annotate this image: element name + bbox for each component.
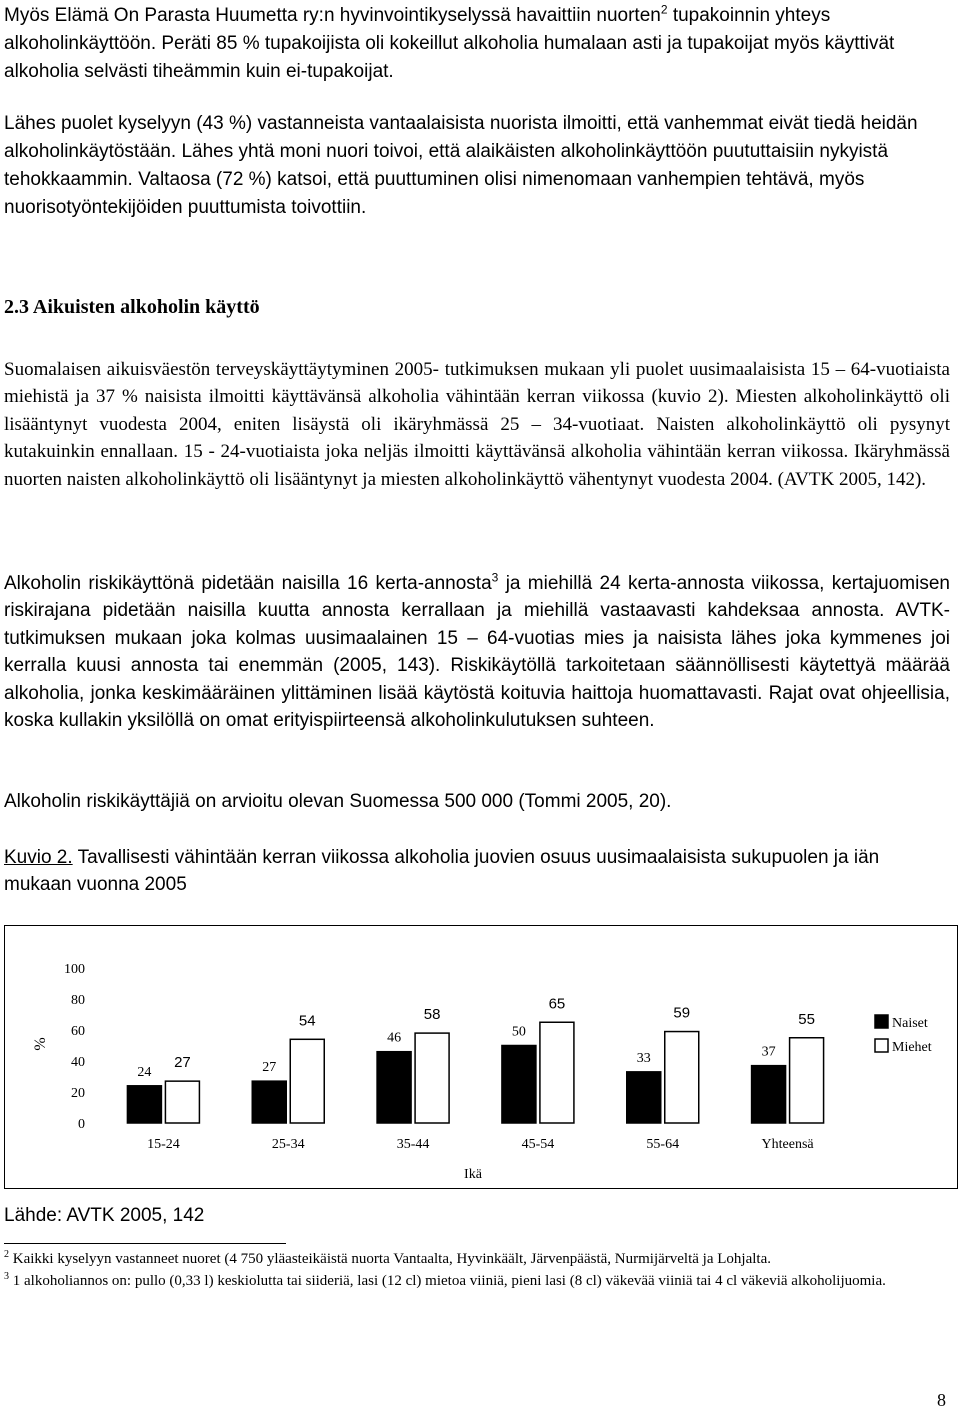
intro-paragraph	[4, 2, 950, 86]
bar-naiset-15-24	[127, 1086, 161, 1123]
bar-miehet-15-24	[165, 1081, 199, 1123]
bar-miehet-Yhteensä	[790, 1038, 824, 1123]
data-label: 37	[761, 1044, 776, 1060]
data-label: 59	[673, 1004, 691, 1022]
risk-estimate-paragraph	[4, 788, 950, 815]
x-axis-label: Ikä	[464, 1167, 482, 1182]
section-heading: 2.3 Aikuisten alkoholin käyttö	[4, 296, 260, 318]
legend-label: Miehet	[892, 1040, 932, 1055]
bar-miehet-45-54	[540, 1022, 574, 1123]
parents-paragraph	[4, 110, 950, 222]
footnote-text: 1 alkoholiannos on: pullo (0,33 l) keskiolutta tai siideriä, lasi (12 cl) mietoa viiniä, pieni lasi (8 cl) väkevää viiniä tai 4 cl väkeviä alkoholijuomia.	[9, 1273, 886, 1289]
figure-label: Kuvio 2.	[4, 847, 73, 868]
bar-miehet-55-64	[665, 1032, 699, 1123]
y-tick-label: 20	[71, 1086, 85, 1101]
data-label: 33	[636, 1050, 651, 1066]
bar-naiset-45-54	[502, 1046, 536, 1124]
footnote-2	[4, 1248, 950, 1270]
page-number: 8	[937, 1390, 946, 1410]
risk-use-text-rest: ja miehillä 24 kerta-annosta viikossa, kertajuomisen riskirajana pidetään naisilla kuutta annosta kerrallaan ja miehillä vastaavasti kahdeksaa annosta. AVTK-tutkimuksen mukaan joka kolmas uusimaalainen 15 – 64-vuotias mies ja naisista lähes joka kymmenes joi kerralla kuusi annosta tai enemmän (2005, 143). Riskikäytöllä tarkoitetaan säännöllisesti käytettyä määrää alkoholia, jonka keskimääräinen ylittäminen lisää käytöstä koituvia haittoja huomattavasti. Rajat ovat ohjeellisia, koska kullakin yksilöllä on omat erityispiirteensä alkoholinkulutuksen suhteen.	[4, 573, 950, 732]
footnote-ref-2[interactable]: 2	[660, 2, 668, 17]
bar-naiset-25-34	[252, 1081, 286, 1123]
data-label: 58	[423, 1006, 441, 1024]
data-label: 50	[511, 1024, 526, 1040]
x-tick-label: Yhteensä	[761, 1137, 814, 1152]
x-tick-label: 25-34	[271, 1137, 305, 1152]
adult-use-paragraph	[4, 356, 950, 493]
x-tick-label: 35-44	[396, 1137, 430, 1152]
bar-chart	[5, 926, 957, 1188]
risk-use-text: Alkoholin riskikäyttönä pidetään naisilla 16 kerta-annosta	[4, 573, 492, 594]
footnotes	[4, 1248, 950, 1292]
data-label: 55	[798, 1010, 815, 1028]
bar-miehet-25-34	[290, 1039, 324, 1123]
y-tick-label: 40	[71, 1055, 85, 1070]
figure-caption-text: Tavallisesti vähintään kerran viikossa alkoholia juovien osuus uusimaalaisista sukupuolen ja iän mukaan vuonna 2005	[4, 847, 880, 895]
legend-swatch-naiset	[875, 1015, 888, 1028]
y-tick-label: 80	[71, 993, 85, 1008]
bar-chart-frame	[4, 925, 958, 1189]
data-label: 54	[298, 1012, 316, 1030]
y-tick-label: 0	[78, 1117, 85, 1132]
y-axis-label: %	[32, 1037, 49, 1051]
x-tick-label: 45-54	[521, 1137, 555, 1152]
footnote-mark: 2	[4, 1249, 9, 1260]
intro-text-rest: tupakoinnin yhteys alkoholinkäyttöön. Peräti 85 % tupakoijista oli kokeillut alkoholia humalaan asti ja tupakoijat myös käyttivät alkoholia selvästi tiheämmin kuin ei-tupakoijat.	[4, 5, 895, 82]
bar-naiset-35-44	[377, 1052, 411, 1123]
footnote-ref-3[interactable]: 3	[491, 570, 499, 585]
bar-miehet-35-44	[415, 1033, 449, 1123]
x-tick-label: 55-64	[646, 1137, 680, 1152]
legend-label: Naiset	[892, 1016, 928, 1031]
data-label: 27	[262, 1060, 277, 1076]
footnote-3	[4, 1270, 950, 1292]
figure-caption	[4, 844, 950, 898]
legend-swatch-miehet	[875, 1039, 888, 1052]
parents-text: Lähes puolet kyselyyn (43 %) vastanneista vantaalaisista nuorista ilmoitti, että vanhemmat eivät tiedä heidän alkoholinkäytöstään. Lähes yhtä moni nuori toivoi, että alaikäisten alkoholinkäyttöön puututtaisiin nykyistä tehokkaammin. Valtaosa (72 %) katsoi, että puuttuminen olisi nimenomaan vanhempien tehtävä, myös nuorisotyöntekijöiden puuttumista toivottiin.	[4, 113, 918, 218]
data-label: 46	[387, 1030, 402, 1046]
y-tick-label: 60	[71, 1024, 85, 1039]
x-tick-label: 15-24	[147, 1137, 180, 1152]
data-label: 65	[548, 995, 566, 1013]
risk-use-paragraph	[4, 570, 950, 734]
footnote-text: Kaikki kyselyyn vastanneet nuoret (4 750 yläasteikäistä nuorta Vantaalta, Hyvinkäält, Järvenpäästä, Nurmijärveltä ja Lohjalta.	[9, 1251, 771, 1267]
risk-estimate-text: Alkoholin riskikäyttäjiä on arvioitu olevan Suomessa 500 000 (Tommi 2005, 20).	[4, 791, 672, 812]
adult-use-text: Suomalaisen aikuisväestön terveyskäyttäytyminen 2005- tutkimuksen mukaan yli puolet uusimaalaisista 15 – 64-vuotiaista miehistä ja 37 % naisista ilmoitti käyttävänsä alkoholia vähintään kerran viikossa (kuvio 2). Miesten alkoholinkäyttö oli lisääntynyt vuodesta 2004, eniten lisäystä oli ikäryhmässä 25 – 34-vuotiaat. Naisten alkoholinkäyttö oli pysynyt kutakuinkin ennallaan. 15 - 24-vuotiaista joka neljäs ilmoitti käyttävänsä alkoholia vähintään kerran viikossa. Ikäryhmässä nuorten naisten alkoholinkäyttö oli lisääntynyt ja miesten alkoholinkäyttö vähentynyt vuodesta 2004. (AVTK 2005, 142).	[4, 359, 950, 490]
footnote-divider	[4, 1243, 286, 1244]
figure-source: Lähde: AVTK 2005, 142	[4, 1205, 205, 1226]
bar-naiset-55-64	[627, 1072, 661, 1123]
bar-naiset-Yhteensä	[752, 1066, 786, 1123]
data-label: 24	[137, 1064, 152, 1080]
data-label: 27	[174, 1054, 191, 1072]
intro-text: Myös Elämä On Parasta Huumetta ry:n hyvinvointikyselyssä havaittiin nuorten	[4, 5, 661, 26]
y-tick-label: 100	[64, 962, 85, 977]
footnote-mark: 3	[4, 1271, 9, 1282]
